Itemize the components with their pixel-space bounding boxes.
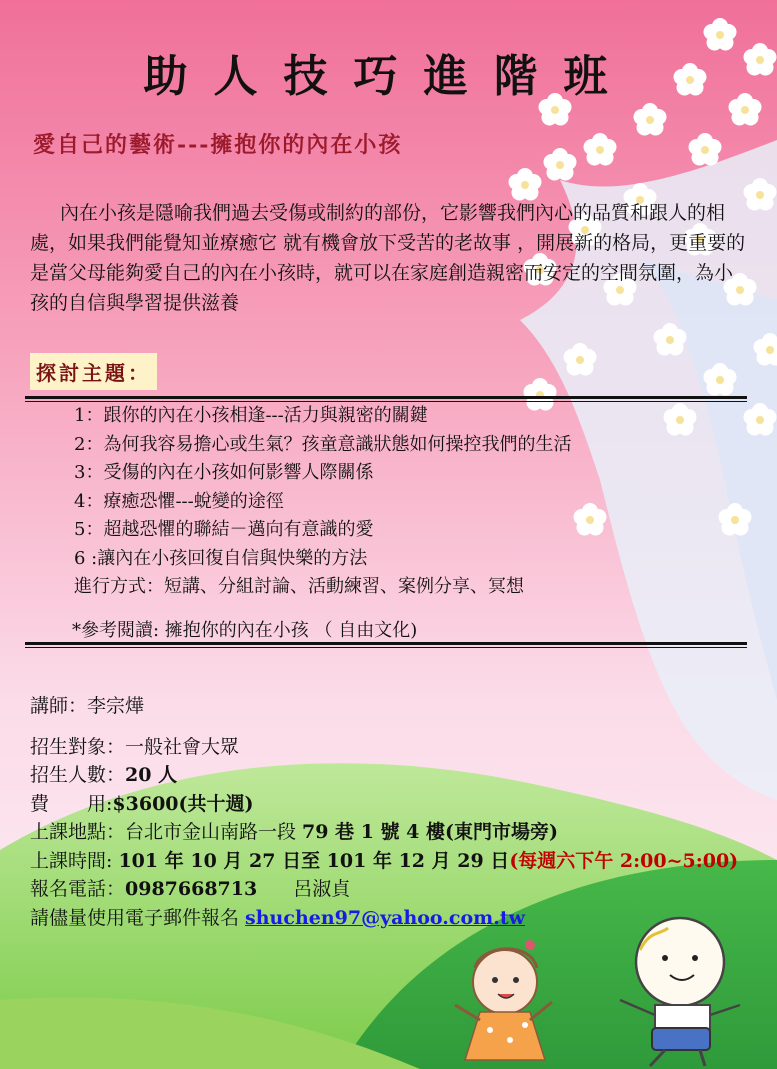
- phone-value: 0987668713: [125, 878, 258, 900]
- topic-item: 1：跟你的內在小孩相逢---活力與親密的關鍵: [74, 405, 428, 426]
- email-label: 請儘量使用電子郵件報名: [30, 906, 246, 929]
- count-label: 招生人數：: [30, 764, 126, 786]
- topic-item: 3：受傷的內在小孩如何影響人際關係: [74, 462, 374, 483]
- topic-item: 5：超越恐懼的聯結－邁向有意識的愛: [74, 519, 374, 540]
- course-info: [30, 692, 738, 932]
- enrollment-count: [30, 761, 738, 790]
- topic-item: 4：療癒恐懼---蛻變的途徑: [74, 490, 284, 512]
- email-row: [30, 904, 738, 933]
- time-label: 上課時間:: [30, 849, 119, 872]
- topic-item: 6 :讓內在小孩回復自信與快樂的方法: [74, 547, 368, 569]
- email-link[interactable]: shuchen97@yahoo.com.tw: [245, 906, 525, 929]
- location-value: 79 巷 1 號 4 樓(東門市場旁): [302, 821, 558, 843]
- count-value: 20 人: [125, 764, 178, 786]
- location-label: 上課地點：台北市金山南路一段: [30, 821, 303, 843]
- topic-item: 2：為何我容易擔心或生氣？孩童意識狀態如何操控我們的生活: [74, 433, 572, 455]
- topics-label: 探討主題：: [30, 353, 157, 390]
- audience: 招生對象：一般社會大眾: [30, 735, 240, 758]
- phone: [30, 875, 738, 904]
- fee: [30, 790, 738, 819]
- fee-value: $3600(共十週): [112, 792, 254, 815]
- intro-paragraph: 內在小孩是隱喻我們過去受傷或制約的部份，它影響我們內心的品質和跟人的相處，如果我們能覺知並療癒它 就有機會放下受苦的老故事 ，開展新的格局，更重要的是當父母能夠愛自己的內在小孩時，就可以在家庭創造親密而安定的空間氛圍，為小孩的自信與學習提供滋養: [30, 202, 746, 314]
- phone-label: 報名電話：: [30, 878, 126, 900]
- time-value: 101 年 10 月 27 日至 101 年 12 月 29 日: [118, 849, 510, 872]
- class-time: [30, 847, 738, 876]
- fee-label: 費 用:: [30, 792, 113, 815]
- method-item: 進行方式：短講、分組討論、活動練習、案例分享、冥想: [74, 576, 524, 597]
- reference-reading: *參考閱讀: 擁抱你的內在小孩 （ 自由文化): [72, 620, 418, 641]
- bottom-divider: [25, 642, 747, 648]
- page-title: 助人技巧進階班: [143, 51, 634, 102]
- location: [30, 818, 738, 847]
- instructor: 講師：李宗燁: [30, 695, 145, 717]
- time-note: (每週六下午 2:00~5:00): [509, 849, 739, 872]
- contact-name: 呂淑貞: [293, 878, 351, 900]
- subtitle: 愛自己的藝術---擁抱你的內在小孩: [33, 132, 403, 158]
- topic-list: [74, 402, 571, 602]
